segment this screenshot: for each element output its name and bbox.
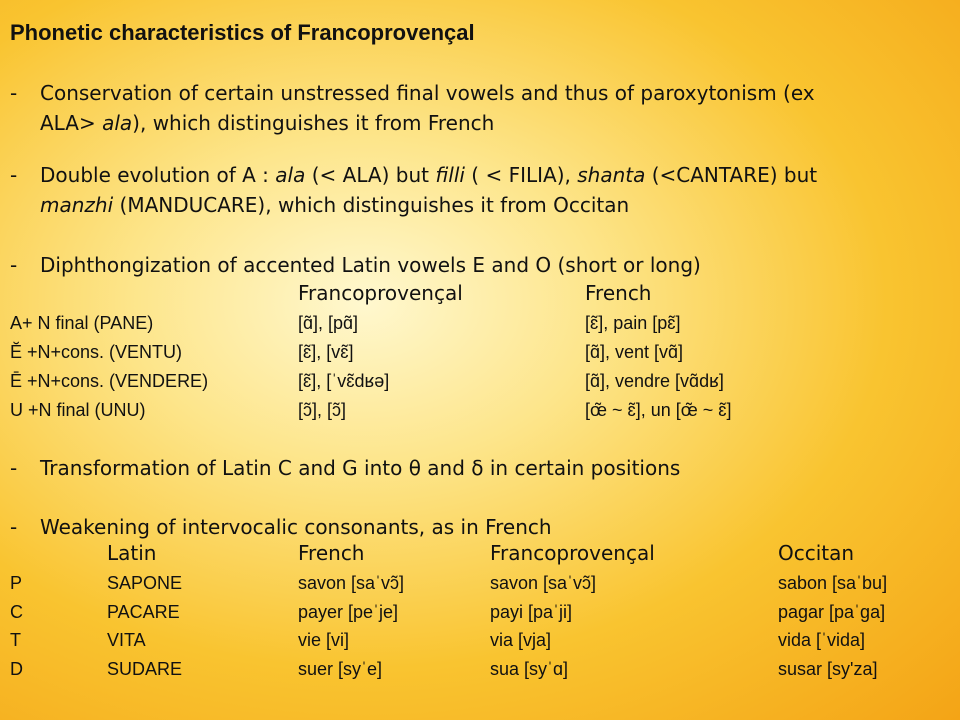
table-cell: savon [saˈvɔ̃] — [298, 573, 405, 593]
bullet-line: Transformation of Latin C and G into θ and δ in certain positions — [40, 456, 681, 480]
table-cell: payer [peˈje] — [298, 602, 399, 622]
table-cell: A+ N final (PANE) — [10, 313, 154, 333]
column-header: French — [585, 281, 652, 305]
bullet-line: Weakening of intervocalic consonants, as in French — [40, 515, 552, 539]
column-header: Occitan — [778, 541, 855, 565]
table-cell: sua [syˈɑ] — [490, 659, 569, 679]
table-cell: PACARE — [107, 602, 180, 622]
bullet-dash: - — [10, 515, 18, 539]
table-cell: P — [10, 573, 23, 593]
bullet-line: ALA> ala), which distinguishes it from French — [40, 111, 495, 135]
bullet-line: Diphthongization of accented Latin vowels E and O (short or long) — [40, 253, 701, 277]
table-cell: [ɛ̃], [vɛ̃] — [298, 342, 354, 362]
bullet-dash: - — [10, 253, 18, 277]
bullet-line: manzhi (MANDUCARE), which distinguishes it from Occitan — [40, 193, 630, 217]
table-cell: suer [syˈe] — [298, 659, 383, 679]
table-cell: U +N final (UNU) — [10, 400, 146, 420]
table-cell: Ē +N+cons. (VENDERE) — [10, 371, 209, 391]
table-cell: vie [vi] — [298, 630, 350, 650]
table-cell: sabon [saˈbu] — [778, 573, 888, 593]
column-header: Francoprovençal — [298, 281, 463, 305]
table-cell: Ĕ +N+cons. (VENTU) — [10, 342, 183, 362]
column-header: Latin — [107, 541, 157, 565]
bullet-line: Conservation of certain unstressed final vowels and thus of paroxytonism (ex — [40, 81, 815, 105]
bullet-line: Double evolution of A : ala (< ALA) but filli ( < FILIA), shanta (<CANTARE) but — [40, 163, 818, 187]
table-cell: [ɑ̃], vent [vɑ̃] — [585, 342, 684, 362]
slide-title: Phonetic characteristics of Francoprovençal — [10, 20, 475, 45]
table-cell: [ɑ̃], vendre [vɑ̃dʁ] — [585, 371, 724, 391]
table-cell: C — [10, 602, 23, 622]
table-cell: [ɛ̃], pain [pɛ̃] — [585, 313, 681, 333]
table-cell: vida [ˈvida] — [778, 630, 866, 650]
table-cell: [ɔ̃], [ɔ̃] — [298, 400, 347, 420]
table-cell: SAPONE — [107, 573, 183, 593]
table-cell: savon [saˈvɔ̃] — [490, 573, 597, 593]
table-cell: payi [paˈji] — [490, 602, 573, 622]
table-cell: pagar [paˈga] — [778, 602, 886, 622]
table-cell: VITA — [107, 630, 146, 650]
table-cell: via [vja] — [490, 630, 552, 650]
bullet-dash: - — [10, 456, 18, 480]
table-cell: SUDARE — [107, 659, 183, 679]
table-cell: D — [10, 659, 23, 679]
table-cell: [ɛ̃], [ˈvɛ̃dʁə] — [298, 371, 390, 391]
bullet-dash: - — [10, 81, 18, 105]
table-cell: susar [sy'za] — [778, 659, 878, 679]
table-cell: [œ̃ ~ ɛ̃], un [œ̃ ~ ɛ̃] — [585, 400, 732, 420]
column-header: Francoprovençal — [490, 541, 655, 565]
bullet-dash: - — [10, 163, 18, 187]
column-header: French — [298, 541, 365, 565]
table-cell: T — [10, 630, 21, 650]
table-cell: [ɑ̃], [pɑ̃] — [298, 313, 359, 333]
